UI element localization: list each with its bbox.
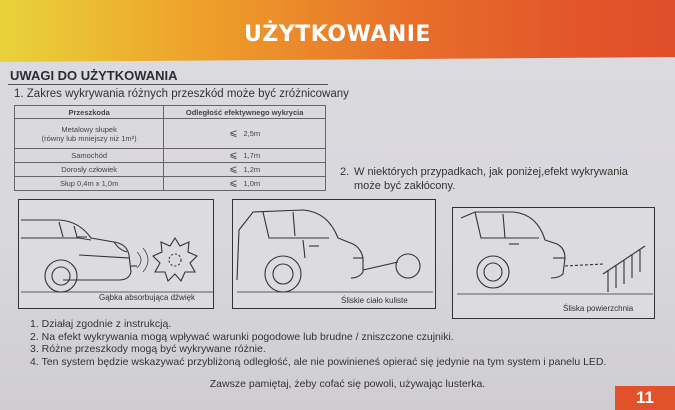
table-cell-distance — [164, 163, 326, 177]
table-header-distance: Odległość efektywnego wykrycia — [164, 106, 326, 119]
page-title: UŻYTKOWANIE — [244, 22, 431, 47]
figure-sphere — [232, 199, 436, 309]
list-item: 1. Działaj zgodnie z instrukcją. — [30, 318, 172, 330]
table-row — [15, 149, 326, 163]
table-row — [15, 119, 326, 149]
table-row — [15, 163, 326, 177]
note-interference — [340, 165, 640, 193]
figure-caption: Śliska powierzchnia — [563, 304, 634, 313]
table-cell-object: Słup 0,4m x 1,0m — [15, 177, 164, 191]
car-with-sphere-illustration — [233, 200, 437, 310]
table-header-row — [15, 106, 326, 119]
table-header-obstacle: Przeszkoda — [15, 106, 164, 119]
list-item: 2. Na efekt wykrywania mogą wpływać warunki pogodowe lub brudne / zniszczone czujniki. — [30, 330, 454, 343]
note-line-2: może być zakłócony. — [354, 180, 456, 192]
le-symbol: ⩽ — [229, 128, 238, 139]
distance-value: 1,0m — [243, 179, 261, 188]
table-cell-distance — [164, 119, 326, 149]
distance-value: 1,7m — [243, 151, 261, 160]
le-symbol: ⩽ — [229, 178, 238, 189]
page-number-tab: 11 — [615, 386, 675, 410]
note-number: 2. — [340, 166, 350, 178]
table-row — [15, 177, 326, 191]
object-sublabel: (równy lub mniejszy niż 1m²) — [41, 133, 137, 143]
figure-caption: Gąbka absorbująca dźwięk — [99, 293, 196, 302]
figure-caption: Śliskie ciało kuliste — [341, 296, 408, 305]
table-cell-object: Dorosły człowiek — [15, 163, 164, 177]
table-cell-distance — [164, 177, 326, 191]
figure-surface — [452, 207, 655, 319]
usage-notes-list — [30, 318, 606, 368]
le-symbol: ⩽ — [229, 150, 238, 161]
note-line-1: W niektórych przypadkach, jak poniżej,efekt wykrywania — [354, 166, 628, 178]
table-cell-distance — [164, 149, 326, 163]
section-title: UWAGI DO UŻYTKOWANIA — [10, 68, 178, 83]
object-label: Metalowy słupek — [61, 124, 117, 134]
list-item: 3. Różne przeszkody mogą być wykrywane różnie. — [30, 343, 266, 355]
le-symbol: ⩽ — [229, 164, 238, 175]
figure-sponge — [18, 199, 214, 309]
table-cell-object: Samochód — [15, 149, 164, 163]
distance-value: 2,5m — [243, 129, 261, 138]
table-cell-object — [15, 119, 164, 149]
detection-range-table — [14, 105, 326, 191]
title-divider — [8, 84, 328, 85]
reminder-text: Zawsze pamiętaj, żeby cofać się powoli, używając lusterka. — [209, 378, 486, 390]
distance-value: 1,2m — [243, 165, 261, 174]
list-item: 4. Ten system będzie wskazywać przybliżoną odległość, ale nie powinieneś opierać się jedynie na tym system i panelu LED. — [30, 355, 607, 368]
intro-text: 1. Zakres wykrywania różnych przeszkód może być zróżnicowany — [14, 88, 349, 100]
